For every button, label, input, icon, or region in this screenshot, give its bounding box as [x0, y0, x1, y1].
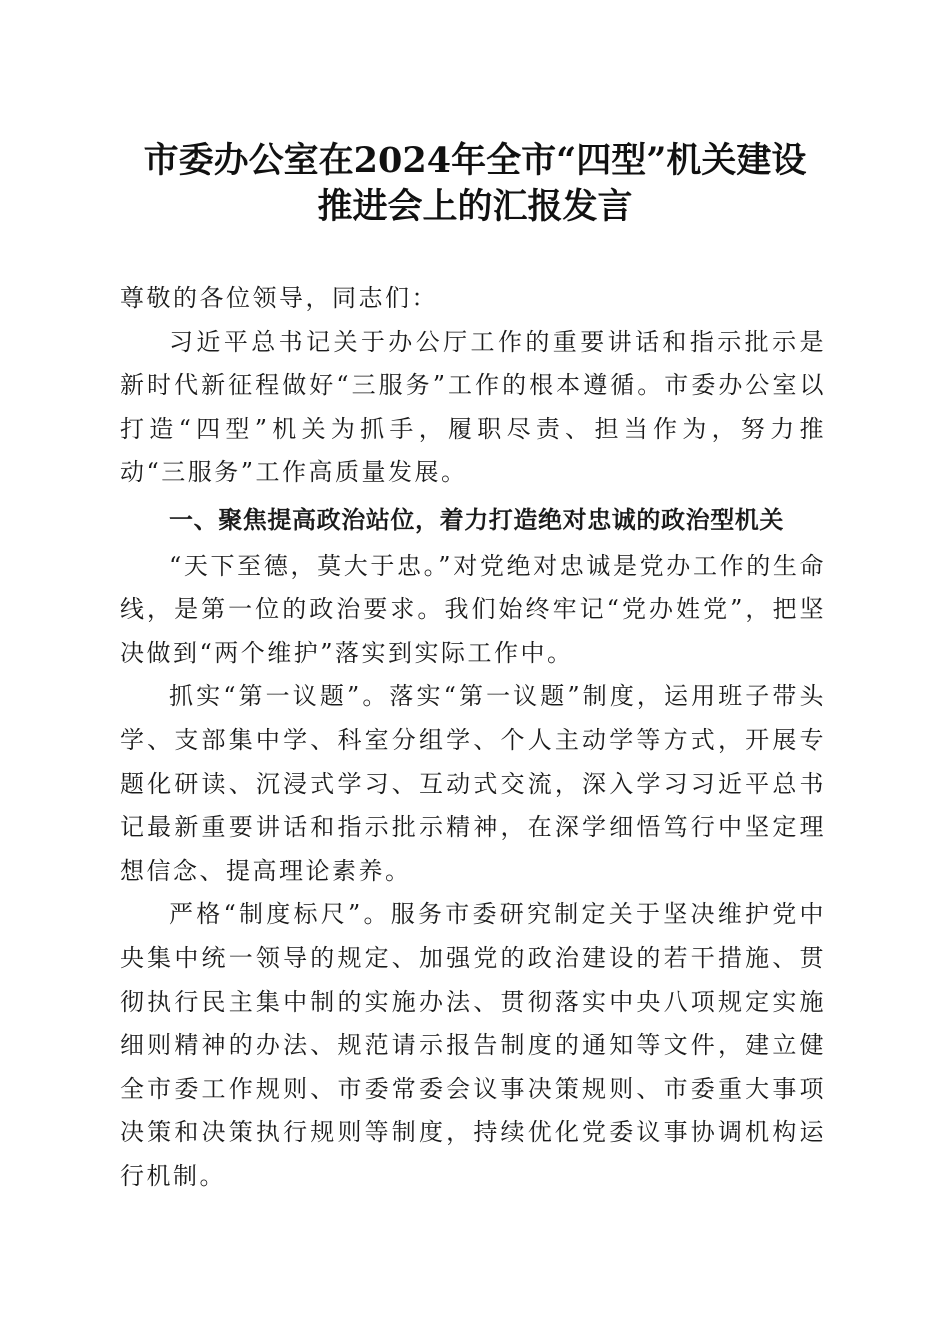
document-body — [120, 277, 826, 1198]
salutation: 尊敬的各位领导，同志们： — [120, 284, 438, 312]
title-line-1: 市委办公室在2024年全市“四型”机关建设 — [143, 140, 807, 181]
paragraph-first-topic: 抓实“第一议题”。落实“第一议题”制度，运用班子带头学、支部集中学、科室分组学、个人主动学等方式，开展专题化研读、沉浸式学习、互动式交流，深入学习习近平总书记最新重要讲话和指示批示精神，在深学细悟笃行中坚定理想信念、提高理论素养。 — [120, 682, 826, 885]
paragraph-system-standards: 严格“制度标尺”。服务市委研究制定关于坚决维护党中央集中统一领导的规定、加强党的政治建设的若干措施、贯彻执行民主集中制的实施办法、贯彻落实中央八项规定实施细则精神的办法、规范请示报告制度的通知等文件，建立健全市委工作规则、市委常委会议事决策规则、市委重大事项决策和决策执行规则等制度，持续优化党委议事协调机构运行机制。 — [120, 900, 826, 1190]
document-title — [100, 138, 850, 230]
paragraph-intro: 习近平总书记关于办公厅工作的重要讲话和指示批示是新时代新征程做好“三服务”工作的根本遵循。市委办公室以打造“四型”机关为抓手，履职尽责、担当作为，努力推动“三服务”工作高质量发展。 — [120, 327, 826, 487]
title-line-2: 推进会上的汇报发言 — [317, 186, 633, 227]
paragraph-loyalty: “天下至德，莫大于忠。”对党绝对忠诚是党办工作的生命线，是第一位的政治要求。我们始终牢记“党办姓党”，把坚决做到“两个维护”落实到实际工作中。 — [120, 551, 826, 667]
section-heading: 一、聚焦提高政治站位，着力打造绝对忠诚的政治型机关 — [169, 505, 784, 534]
